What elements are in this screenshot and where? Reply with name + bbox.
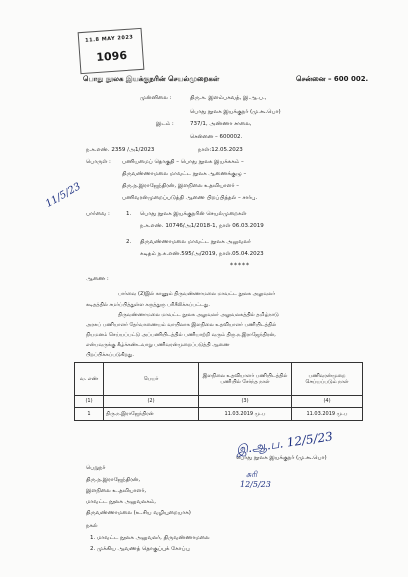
stamp-number: 1096 — [95, 48, 128, 65]
copy-line: 1. மாவட்ட நூலக அலுவலர், திருவண்ணாமலை — [90, 535, 210, 541]
reference-item-line: திருவண்ணாமலை மாவட்ட நூலக அலுவலர் — [140, 239, 251, 245]
table-header-cell: இளநிலை உதவியாளர் பணியிடத்தில் பணியில் சேர்ந்த நாள் — [199, 363, 292, 396]
margin-handwriting-bottom: 12/5/23 — [240, 480, 271, 489]
copy-line: 2. முக்கிய ஆவணத் தொகுப்புக் கோப்பு — [90, 546, 190, 552]
presence-label: முன்னிலை : — [140, 95, 172, 101]
regularization-table — [74, 362, 363, 421]
table-header-cell: வ. எண் — [75, 363, 104, 396]
recipient-line: திரு.ந.இராஜேந்திரன், — [86, 477, 141, 483]
table-colnum-row — [75, 396, 363, 408]
stars-divider: ***** — [230, 262, 250, 269]
stamp-date: 11.8 MAY 2023 — [85, 34, 134, 44]
table-header-row — [75, 363, 363, 396]
order-line: என்பவருக்கு கீழ்க்கண்டவாறு பணிவரன்முறைப்படுத்தி ஆணை — [86, 342, 230, 348]
recipient-line: மாவட்ட நூலக அலுவலகம், — [86, 499, 156, 505]
references-label: பார்வை : — [86, 211, 110, 217]
table-row — [75, 408, 363, 421]
table-cell-name: திரு.ந.இராஜேந்திரன் — [104, 408, 199, 421]
table-cell-sno: 1 — [75, 408, 104, 421]
table-cell-joined: 11.03.2019 மு.ப — [199, 408, 292, 421]
reference-item-line: ந.க.எண். 10746/அ1/2018-1, நாள் 06.03.2019 — [140, 223, 264, 229]
presence-designation: பொது நூலக இயக்குநர் (மு.கூ.பொ) — [190, 109, 281, 115]
signatory-title: பொது நூலக இயக்குநர் (மு.கூ.பொ) — [236, 455, 327, 461]
received-stamp — [78, 28, 145, 74]
table-colnum-cell: (3) — [199, 396, 292, 408]
margin-handwriting-right: சுரி — [246, 470, 257, 479]
office-city-pin: சென்னை – 600 002. — [296, 75, 369, 83]
order-line: திருவண்ணாமலை மாவட்ட நூலக அலுவலர் அலுவலகத்தில் தமிழ்நாடு — [118, 312, 279, 318]
recipient-label: பெறுநர் — [86, 465, 106, 471]
table-header-cell: பெயர் — [104, 363, 199, 396]
table-colnum-cell: (2) — [104, 396, 199, 408]
subject-line: திரு.ந.இராஜேந்திரன், இளநிலை உதவியாளர் – — [122, 183, 240, 189]
reference-item-number: 1. — [126, 211, 132, 217]
table-colnum-cell: (4) — [292, 396, 363, 408]
reference-date: நாள்:12.05.2023 — [198, 147, 243, 153]
order-heading: ஆணை : — [86, 276, 109, 282]
order-line: பார்வை (2)இல் காணும் திருவண்ணாமலை மாவட்ட நூலக அலுவலர் — [118, 291, 275, 297]
reference-item-number: 2. — [126, 239, 132, 245]
reference-number: ந.க.எண். 2359 /அ1/2023 — [86, 147, 155, 153]
order-line: அரசுப் பணியாளர் தேர்வாணையம் வாயிலாக இளநிலை உதவியாளர் பணியிடத்தில் — [86, 322, 277, 328]
place-city: சென்னை – 600002. — [190, 134, 243, 140]
table-cell-regularized: 11.03.2019 மு.ப — [292, 408, 363, 421]
table-colnum-cell: (1) — [75, 396, 104, 408]
office-heading: பொது நூலக இயக்குநரின் செயல்முறைகள் — [83, 75, 220, 83]
order-line: நியமனம் செய்யப்பட்டு அப்பணியிடத்தில் பணியாற்றி வரும் திரு.ந.இராஜேந்திரன், — [86, 332, 276, 338]
recipient-line: திருவண்ணாமலை (உ.சிய வழியுறையாக) — [86, 510, 191, 516]
presence-name: திரு.க. இளம்பகவத், இ.ஆ.ப., — [190, 95, 267, 101]
handwritten-signature: இ.ஆ.ப. 12/5/23 — [235, 429, 334, 457]
place-address: 737/1, அண்ணா சாலை, — [190, 121, 252, 127]
order-line: கடிதத்தில் சமர்ப்பித்துள்ள கருத்துரு பரிசீலிக்கப்பட்டது. — [86, 302, 210, 308]
copy-label: நகல் — [86, 523, 98, 529]
reference-item-line: பொது நூலக இயக்குநரின் செயல்முறைகள் — [140, 211, 247, 217]
subject-line: பணிவரன்முறைப்படுத்தி ஆணை பிறப்பித்தல் – சார்பு. — [122, 195, 258, 201]
margin-handwriting-left: 11/5/23 — [43, 181, 83, 210]
subject-label: பொருள் : — [86, 159, 111, 165]
order-line: பிறப்பிக்கப்படுகிறது. — [86, 352, 134, 358]
subject-line: திருவண்ணாமலை மாவட்ட நூலக ஆணைக்குழு – — [122, 171, 247, 177]
table-header-cell: பணிவரன்முறை செய்யப்படும் நாள் — [292, 363, 363, 396]
reference-item-line: கடிதம் ந.க.எண்.595/அ/2019, நாள்.05.04.2023 — [140, 251, 264, 257]
recipient-line: இளநிலை உ.தவியாளர், — [86, 488, 147, 494]
place-label: இடம் : — [156, 121, 174, 127]
subject-line: பணியமைப் தொகுதி – பொது நூலக இயக்ககம் – — [122, 159, 244, 165]
